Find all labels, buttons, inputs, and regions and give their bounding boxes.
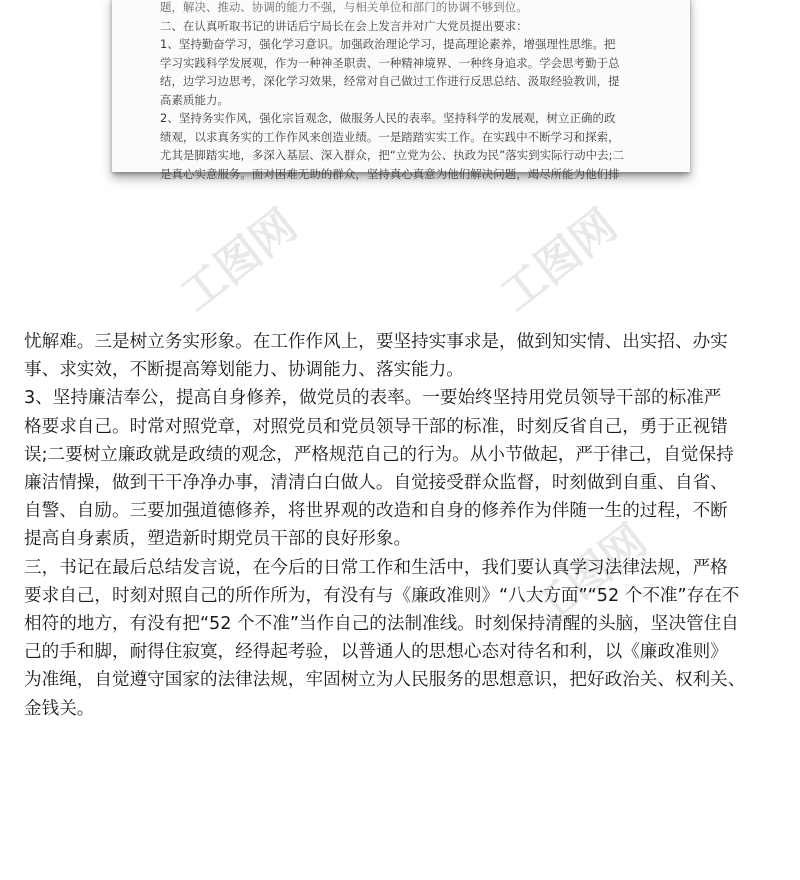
body-line: 要求自己，时刻对照自己的所作所为，有没有与《廉政准则》“八大方面”“52 个不准”存在不 [24, 585, 740, 606]
body-line: 事、求实效，不断提高筹划能力、协调能力、落实能力。 [24, 360, 464, 381]
sheet-line: 尤其是脚踏实地，多深入基层、深入群众，把“立党为公、执政为民”落实到实际行动中去;二 [160, 148, 625, 162]
sheet-line: 1、坚持勤奋学习，强化学习意识。加强政治理论学习，提高理论素养，增强理性思维。把 [160, 37, 616, 51]
sheet-line: 二、在认真听取书记的讲话后宁局长在会上发言并对广大党员提出要求： [160, 18, 528, 33]
sheet-line: 高素质能力。 [160, 92, 229, 107]
paper-sheet-photo [112, 0, 690, 181]
body-line: 误;二要树立廉政就是政绩的观念，严格规范自己的行为。从小节做起，严于律己，自觉保持 [24, 444, 734, 465]
sheet-line: 2、坚持务实作风，强化宗旨观念，做服务人民的表率。坚持科学的发展观，树立正确的政 [160, 111, 616, 125]
body-line: 自警、自励。三要加强道德修养，将世界观的改造和自身的修养作为伴随一生的过程，不断 [24, 501, 728, 522]
body-line: 金钱关。 [24, 698, 95, 719]
sheet-line: 绩观，以求真务实的工作作风来创造业绩。一是踏踏实实工作。在实践中不断学习和探索， [160, 129, 620, 144]
sheet-line: 结，边学习边思考，深化学习效果，经常对自己做过工作进行反思总结、汲取经验教训，提 [160, 74, 620, 88]
watermark: 工图网 [171, 199, 307, 322]
sheet-line: 题，解决、推动、协调的能力不强，与相关单位和部门的协调不够到位。 [160, 0, 528, 14]
sheet-line: 是真心实意服务。面对困难无助的群众，坚持真心真意为他们解决问题，竭尽所能为他们排 [160, 166, 620, 181]
body-line: 提高自身素质，塑造新时期党员干部的良好形象。 [24, 529, 412, 550]
watermark: 工图网 [521, 514, 657, 637]
body-line: 廉洁情操，做到干干净净办事，清清白白做人。自觉接受群众监督，时刻做到自重、自省、 [24, 473, 728, 494]
body-line: 为准绳，自觉遵守国家的法律法规，牢固树立为人民服务的思想意识，把好政治关、权利关、 [24, 670, 746, 691]
sheet-line: 学习实践科学发展观，作为一种神圣职责、一种精神境界、一种终身追求。学会思考勤于总 [160, 55, 620, 70]
sheet-text [160, 0, 656, 183]
document-photo-area [0, 0, 800, 230]
body-line: 忧解难。三是树立务实形象。在工作作风上，要坚持实事求是，做到知实情、出实招、办实 [24, 332, 728, 352]
body-text [24, 328, 776, 723]
body-line: 己的手和脚，耐得住寂寞，经得起考验，以普通人的思想心态对待名和利，以《廉政准则》 [24, 642, 728, 663]
body-line: 三，书记在最后总结发言说，在今后的日常工作和生活中，我们要认真学习法律法规，严格 [24, 557, 728, 578]
body-line: 相符的地方，有没有把“52 个不准”当作自己的法制准线。时刻保持清醒的头脑，坚决管住自 [24, 614, 739, 635]
body-line: 3、坚持廉洁奉公，提高自身修养，做党员的表率。一要始终坚持用党员领导干部的标准严 [24, 388, 722, 409]
watermark: 工图网 [491, 199, 627, 322]
body-line: 格要求自己。时常对照党章，对照党员和党员领导干部的标准，时刻反省自己，勇于正视错 [24, 416, 728, 437]
